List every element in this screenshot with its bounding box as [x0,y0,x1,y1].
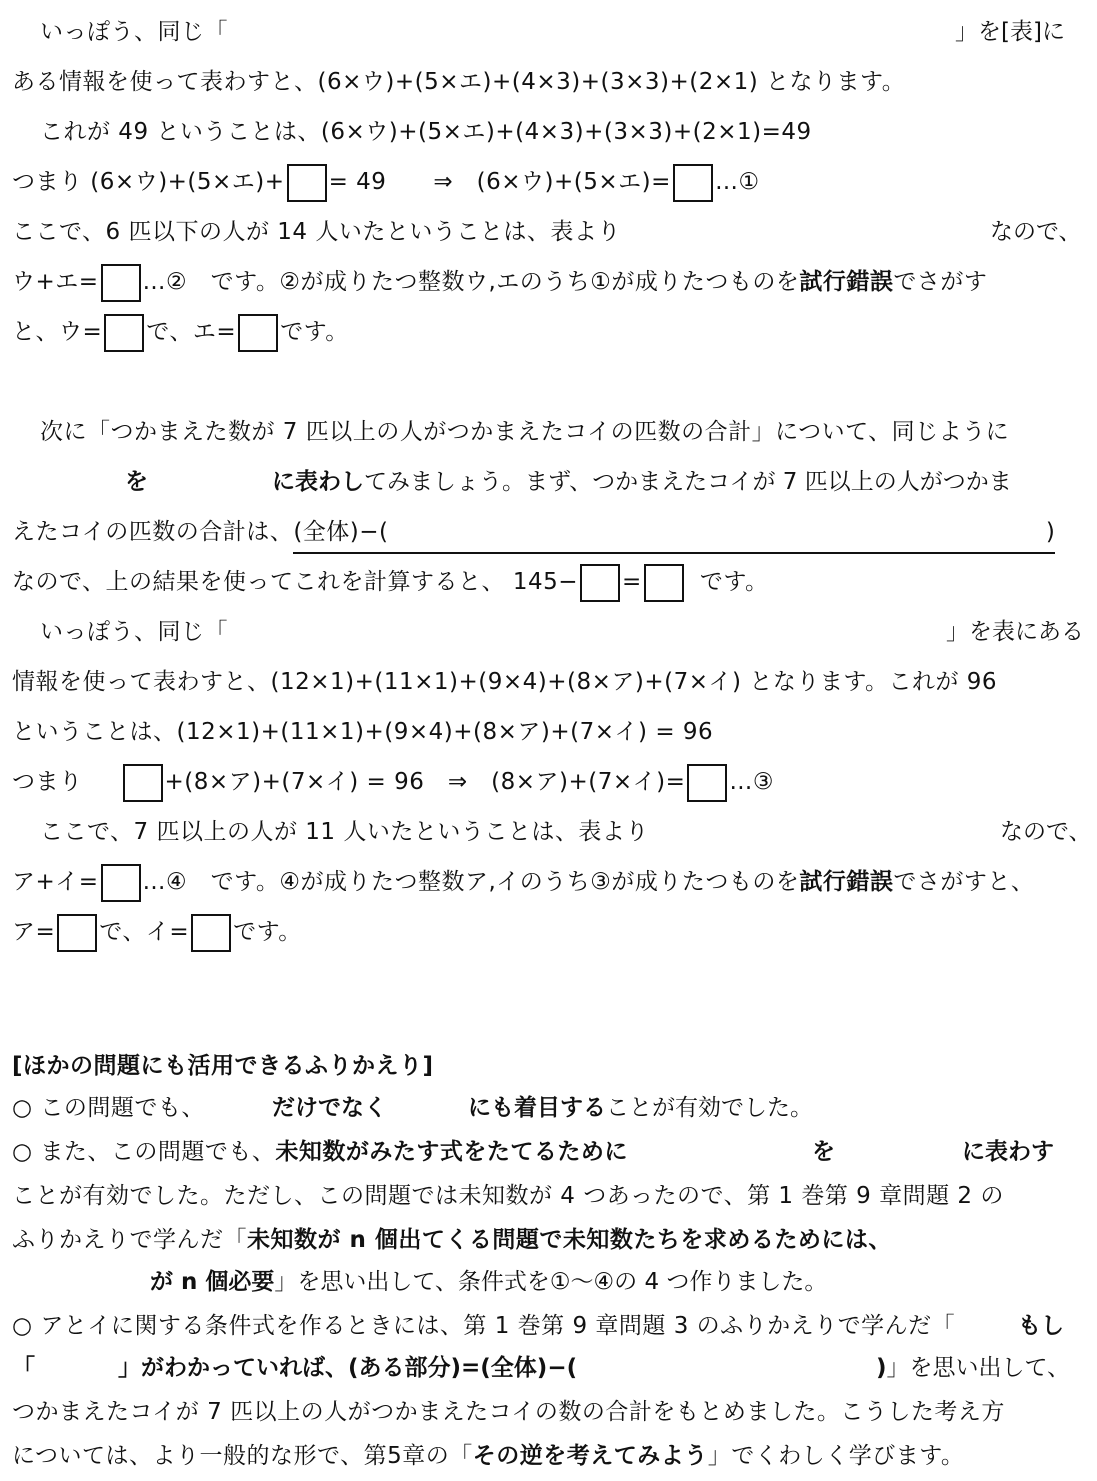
bullet-circle-icon: ○ [12,1139,33,1165]
s1-line6 [12,262,987,302]
s2-l4b: = [622,569,642,595]
s1-l4c: …① [714,169,760,195]
review-line9 [12,1436,964,1476]
review-p2d: に表わす [962,1139,1054,1165]
s2-l5b: 」を表にある [946,619,1084,645]
s1-l1b: 」を[表]に [955,19,1065,45]
review-p5a: が n 個必要 [150,1269,275,1295]
answer-box[interactable] [687,764,727,802]
review-p9a: については、より一般的な形で、第5章の「 [12,1443,473,1469]
s1-line2: ある情報を使って表わすと、(6×ウ)+(5×エ)+(4×3)+(3×3)+(2×1) となります。 [12,69,906,95]
s1-l6c: でさがす [893,269,988,295]
s1-l6b: …② です。②が成りたつ整数ウ,エのうち①が成りたつものを [142,269,800,295]
s1-l7a: と、ウ= [12,319,103,345]
s2-l10b: …④ です。④が成りたつ整数ア,イのうち③が成りたつものを [142,869,800,895]
review-line4 [12,1220,892,1260]
review-p7a: 「 [12,1355,36,1381]
s2-l3c: ) [1045,519,1056,545]
s2-line3 [12,512,1055,552]
review-p1cd [468,1088,813,1128]
s1-l4b: = 49 ⇒ (6×ウ)+(5×エ)= [328,169,671,195]
answer-box[interactable] [580,564,620,602]
s2-line10 [12,862,1092,902]
answer-box[interactable] [673,164,713,202]
review-item2 [12,1132,628,1172]
s1-l1a: いっぽう、同じ「 [40,19,228,45]
s2-line11 [12,912,302,952]
review-p1b: だけでなく [272,1095,387,1121]
review-p5b: 」を思い出して、条件式を①〜④の 4 つ作りました。 [274,1269,828,1295]
s2-line5: いっぽう、同じ「 [40,619,228,645]
answer-box[interactable] [644,564,684,602]
s2-l11a: ア= [12,919,56,945]
bullet-circle-icon: ○ [12,1095,33,1121]
review-p4b: 未知数が n 個出てくる問題で未知数たちを求めるためには、 [247,1227,892,1253]
answer-box[interactable] [123,764,163,802]
s2-l8b: +(8×ア)+(7×イ) = 96 ⇒ (8×ア)+(7×イ)= [164,769,686,795]
review-p1d: ことが有効でした。 [606,1095,813,1121]
s1-l4a: つまり (6×ウ)+(5×エ)+ [12,169,285,195]
bullet-circle-icon: ○ [12,1313,33,1339]
review-p7b: 」がわかっていれば、(ある部分)=(全体)−( [118,1355,578,1381]
review-p2a: また、この問題でも、 [40,1139,276,1165]
answer-box[interactable] [101,264,141,302]
underline-expression [293,512,1055,554]
s2-l2a: を [125,469,148,495]
review-p9c: 」でくわしく学びます。 [707,1443,965,1469]
s1-line4 [12,162,760,202]
s2-line6: 情報を使って表わすと、(12×1)+(11×1)+(9×4)+(8×ア)+(7×イ) となります。これが 96 [12,669,998,695]
answer-box[interactable] [191,914,231,952]
s2-l11b: で、イ= [99,919,190,945]
review-p2c: を [812,1139,835,1165]
review-item3 [12,1306,955,1346]
review-line3: ことが有効でした。ただし、この問題では未知数が 4 つあったので、第 1 巻第 9 章問題 2 の [12,1183,1004,1209]
s2-l2b: に表わし [272,469,364,495]
review-p7c: ) [876,1355,887,1381]
review-p6b: もし [1018,1313,1064,1339]
s1-l5b: なので、 [990,219,1082,245]
s1-l6a: ウ+エ= [12,269,99,295]
review-p1a: この問題でも、 [40,1095,205,1121]
s2-l10bold: 試行錯誤 [799,869,894,895]
answer-box[interactable] [238,314,278,352]
answer-box[interactable] [101,864,141,902]
review-p6a: アとイに関する条件式を作るときには、第 1 巻第 9 章問題 3 のふりかえりで学んだ「 [40,1313,956,1339]
review-p1c: にも着目する [468,1095,606,1121]
s2-l3b: (全体)−( [293,519,389,545]
s2-line4 [12,562,768,602]
review-item1 [12,1088,205,1128]
s2-line9: ここで、7 匹以上の人が 11 人いたということは、表より [40,819,649,845]
s2-l4c: です。 [699,569,769,595]
s2-l2c: てみましょう。まず、つかまえたコイが 7 匹以上の人がつかま [364,469,1012,495]
s2-line8 [12,762,774,802]
s1-l6bold: 試行錯誤 [799,269,894,295]
s2-l10a: ア+イ= [12,869,99,895]
s1-line7 [12,312,349,352]
s1-line1 [40,12,228,52]
review-line5 [150,1262,827,1302]
s1-line3: これが 49 ということは、(6×ウ)+(5×エ)+(4×3)+(3×3)+(2×1)=49 [40,119,812,145]
answer-box[interactable] [57,914,97,952]
answer-box[interactable] [104,314,144,352]
s2-l3a: えたコイの匹数の合計は、 [12,519,294,545]
review-p2b: 未知数がみたす式をたてるために [275,1139,628,1165]
review-p4a: ふりかえりで学んだ「 [12,1227,247,1253]
s2-l11c: です。 [233,919,302,945]
s2-l8c: …③ [729,769,775,795]
s2-l9b: なので、 [1000,819,1092,845]
s2-line2 [272,462,1012,502]
review-heading: [ほかの問題にも活用できるふりかえり] [12,1053,434,1079]
review-p7cd [876,1348,1070,1388]
review-p9b: その逆を考えてみよう [472,1443,708,1469]
s1-l7c: です。 [280,319,349,345]
s2-l4a: なので、上の結果を使ってこれを計算すると、 145− [12,569,579,595]
s1-line5: ここで、6 匹以下の人が 14 人いたということは、表より [12,219,621,245]
s2-l8a: つまり [12,769,83,795]
s1-l7b: で、エ= [146,319,237,345]
review-p7d: 」を思い出して、 [886,1355,1071,1381]
s2-line1: 次に「つかまえた数が 7 匹以上の人がつかまえたコイの匹数の合計」について、同じように [40,419,1010,445]
s2-line7: ということは、(12×1)+(11×1)+(9×4)+(8×ア)+(7×イ) = 96 [12,719,714,745]
answer-box[interactable] [287,164,327,202]
s2-l10c: でさがすと、 [893,869,1035,895]
review-line8: つかまえたコイが 7 匹以上の人がつかまえたコイの数の合計をもとめました。こうした考え方 [12,1399,1005,1425]
